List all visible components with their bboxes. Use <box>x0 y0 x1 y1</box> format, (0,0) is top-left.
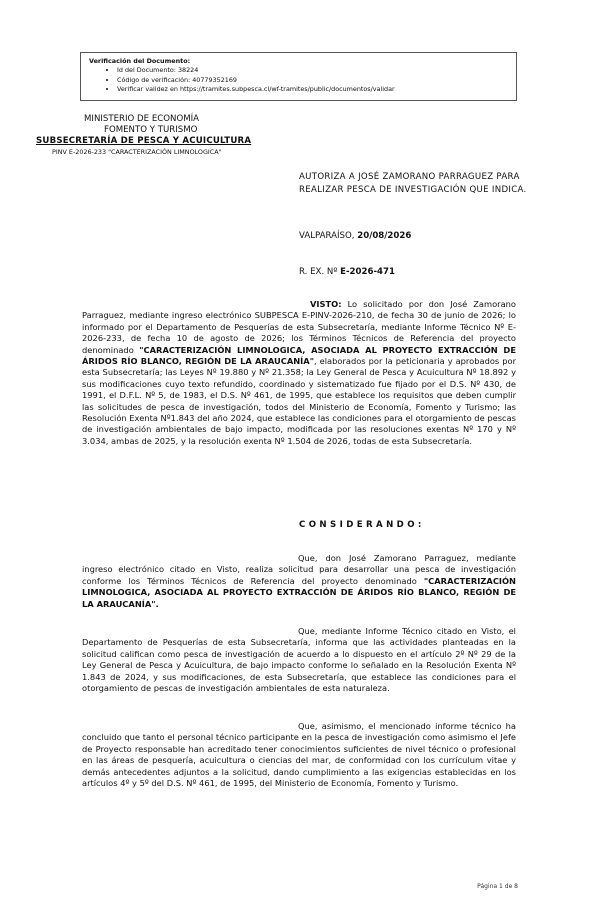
visto-text-1: Lo solicitado por don José Zamorano Parraguez, mediante ingreso electrónico SUBPESCA E-PINV-2026-210, de fecha 30 de junio de 2026; lo informado por el Departamento de Pesquerías de esta Subsecretaría, mediante Informe Técnico Nº E-2026-233, de fecha 10 de agosto de 2026; los Términos Técnicos de Referencia del proyecto denominado <box>82 299 516 355</box>
subsecretaria-name: SUBSECRETARÍA DE PESCA Y ACUICULTURA <box>36 136 252 146</box>
visto-text-2: , elaborados por la peticionaria y aprobados por esta Subsecretaría; las Leyes Nº 19.880 y Nº 21.358; la Ley General de Pesca y Acuicultura Nº 18.892 y sus modificaciones cuyo texto refundido, coordinado y sistematizado fue fijado por el D.S. Nº 430, de 1991, el D.F.L. Nº 5, de 1983, el D.S. Nº 461, de 1995, que establece los requisitos que deben cumplir las solicitudes de pesca de investigación, todos del Ministerio de Economía, Fomento y Turismo; las Resolución Exenta Nº1.843 del año 2024, que establece las condiciones para el otorgamiento de pescas de investigación ambientales de bajo impacto, modificada por las resoluciones exentas Nº 170 y Nº 3.034, ambas de 2025, y la resolución exenta Nº 1.504 de 2026, todas de esta Subsecretaría. <box>82 356 516 446</box>
visto-paragraph <box>82 299 516 447</box>
resolution-summary: AUTORIZA A JOSÉ ZAMORANO PARRAGUEZ PARA REALIZAR PESCA DE INVESTIGACIÓN QUE INDICA. <box>299 172 527 195</box>
visto-label: VISTO: <box>310 299 342 309</box>
considerando-2-text: Que, mediante Informe Técnico citado en Visto, el Departamento de Pesquerías de esta Subsecretaría, informa que las actividades planteadas en la solicitud califican como pesca de investigación de acuerdo a lo dispuesto en el artículo 2º Nº 29 de la Ley General de Pesca y Acuicultura, de bajo impacto conforme lo señalado en la Resolución Exenta Nº 1.843 de 2024, y sus modificaciones, de esta Subsecretaría, que establece las condiciones para el otorgamiento de pescas de investigación ambientales de esta naturaleza. <box>82 626 516 694</box>
verification-url[interactable]: • Verificar validez en https://tramites.subpesca.cl/wf-tramites/public/documentos/validar <box>117 85 510 94</box>
considerando-1-text: Que, don José Zamorano Parraguez, mediante ingreso electrónico citado en Visto, realiza solicitud para desarrollar una pesca de investigación conforme los Términos Técnicos de Referencia del proyecto denominado <box>82 553 516 586</box>
considerando-1-project: "CARACTERIZACIÓN LIMNOLOGICA, ASOCIADA AL PROYECTO EXTRACCIÓN DE ÁRIDOS RÍO BLANCO, REGIÓN DE LA ARAUCANÍA". <box>82 575 516 609</box>
resolution-number-value: E-2026-471 <box>340 267 395 277</box>
verification-title: Verificación del Documento: <box>89 57 191 65</box>
page-number: Página 1 de 8 <box>477 883 518 890</box>
visto-project: "CARACTERIZACIÓN LIMNOLOGICA, ASOCIADA AL PROYECTO EXTRACCIÓN DE ÁRIDOS RÍO BLANCO, REGIÓN DE LA ARAUCANÍA" <box>82 344 516 367</box>
considerando-heading: CONSIDERANDO: <box>299 520 425 530</box>
considerando-3 <box>82 721 516 789</box>
resolution-number-label: R. EX. Nº <box>299 267 341 277</box>
considerando-3-text: Que, asimismo, el mencionado informe técnico ha concluido que tanto el personal técnico participante en la pesca de investigación como asimismo el Jefe de Proyecto responsable han acreditado tener conocimientos suficientes de nivel técnico o profesional en las áreas de pesquería, acuicultura o ciencias del mar, de conformidad con los currículum vitae y demás antecedentes adjuntos a la solicitud, dando cumplimiento a las exigencias establecidas en los artículos 4º y 5º del D.S. Nº 461, de 1995, del Ministerio de Economía, Fomento y Turismo. <box>82 721 516 789</box>
resolution-number <box>299 266 395 279</box>
ministry-name: MINISTERIO DE ECONOMÍA <box>84 114 200 124</box>
verification-id: • Id del Documento: 38224 <box>117 66 510 75</box>
resolution-date-value: 20/08/2026 <box>357 231 412 241</box>
document-reference: PINV E-2026-233 "CARACTERIZACIÓN LIMNOLOGICA" <box>52 148 222 156</box>
considerando-2 <box>82 626 516 694</box>
ministry-name-2: FOMENTO Y TURISMO <box>104 125 198 135</box>
verification-box <box>80 52 517 101</box>
verification-list <box>89 66 510 94</box>
considerando-1 <box>82 553 516 610</box>
verification-code: • Código de verificación: 40779352169 <box>117 76 510 85</box>
resolution-date <box>299 230 411 243</box>
resolution-place: VALPARAÍSO, <box>299 231 358 241</box>
